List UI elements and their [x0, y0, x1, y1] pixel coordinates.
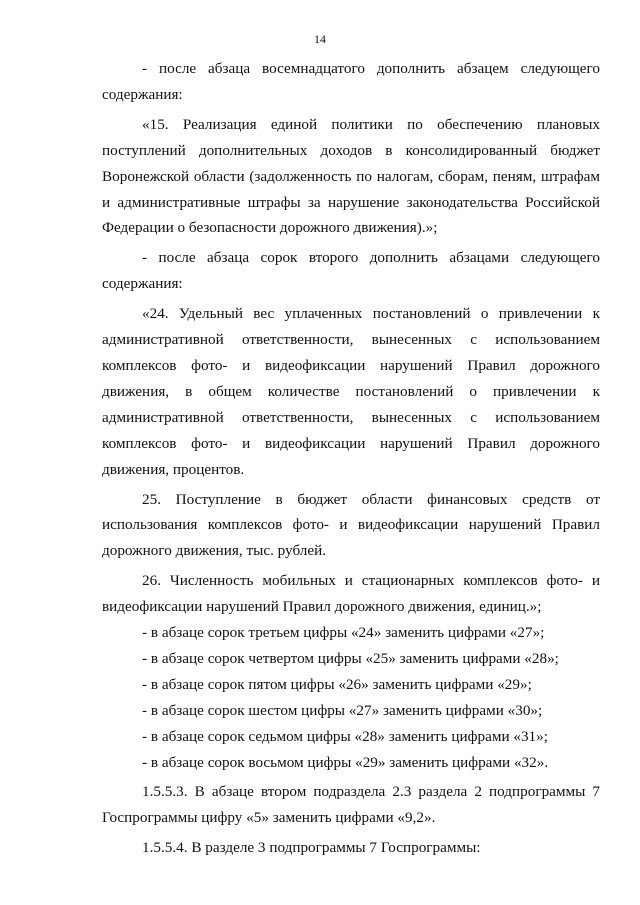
list-item-45: - в абзаце сорок пятом цифры «26» заменить цифрами «29»; — [142, 675, 532, 693]
paragraph-item-25: 25. Поступление в бюджет области финансовых средств от использования комплексов фото- и видеофиксации нарушений Правил дорожного движения, тыс. рублей. — [102, 490, 600, 560]
paragraph-1-5-5-3: 1.5.5.3. В абзаце втором подраздела 2.3 раздела 2 подпрограммы 7 Госпрограммы цифру «5» заменить цифрами «9,2». — [102, 783, 600, 827]
paragraph-item-24: «24. Удельный вес уплаченных постановлений о привлечении к административной ответственности, вынесенных с использованием комплексов фото- и видеофиксации нарушений Правил дорожного движения, в общем количестве постановлений о привлечении к административной ответственности, вынесенных с использованием комплексов фото- и видеофиксации нарушений Правил дорожного движения, процентов. — [102, 305, 600, 478]
paragraph-amend-after-18: - после абзаца восемнадцатого дополнить абзацем следующего содержания: — [102, 60, 600, 103]
page-number: 14 — [314, 32, 326, 46]
list-item-46: - в абзаце сорок шестом цифры «27» заменить цифрами «30»; — [142, 701, 543, 719]
paragraph-amend-after-42: - после абзаца сорок второго дополнить абзацами следующего содержания: — [102, 249, 600, 293]
list-item-48: - в абзаце сорок восьмом цифры «29» заменить цифрами «32». — [142, 753, 549, 771]
list-item-44: - в абзаце сорок четвертом цифры «25» заменить цифрами «28»; — [142, 649, 559, 667]
paragraph-item-15: «15. Реализация единой политики по обеспечению плановых поступлений дополнительных доходов в консолидированный бюджет Воронежской области (задолженность по налогам, сборам, пеням, штрафам и административные штрафы за нарушение законодательства Российской Федерации о безопасности дорожного движения).»; — [102, 115, 600, 237]
paragraph-1-5-5-4: 1.5.5.4. В разделе 3 подпрограммы 7 Госпрограммы: — [142, 839, 481, 857]
document-body — [102, 56, 600, 861]
list-item-47: - в абзаце сорок седьмом цифры «28» заменить цифрами «31»; — [142, 727, 548, 745]
list-item-43: - в абзаце сорок третьем цифры «24» заменить цифрами «27»; — [142, 624, 545, 642]
paragraph-item-26: 26. Численность мобильных и стационарных комплексов фото- и видеофиксации нарушений Правил дорожного движения, единиц.»; — [102, 572, 600, 616]
